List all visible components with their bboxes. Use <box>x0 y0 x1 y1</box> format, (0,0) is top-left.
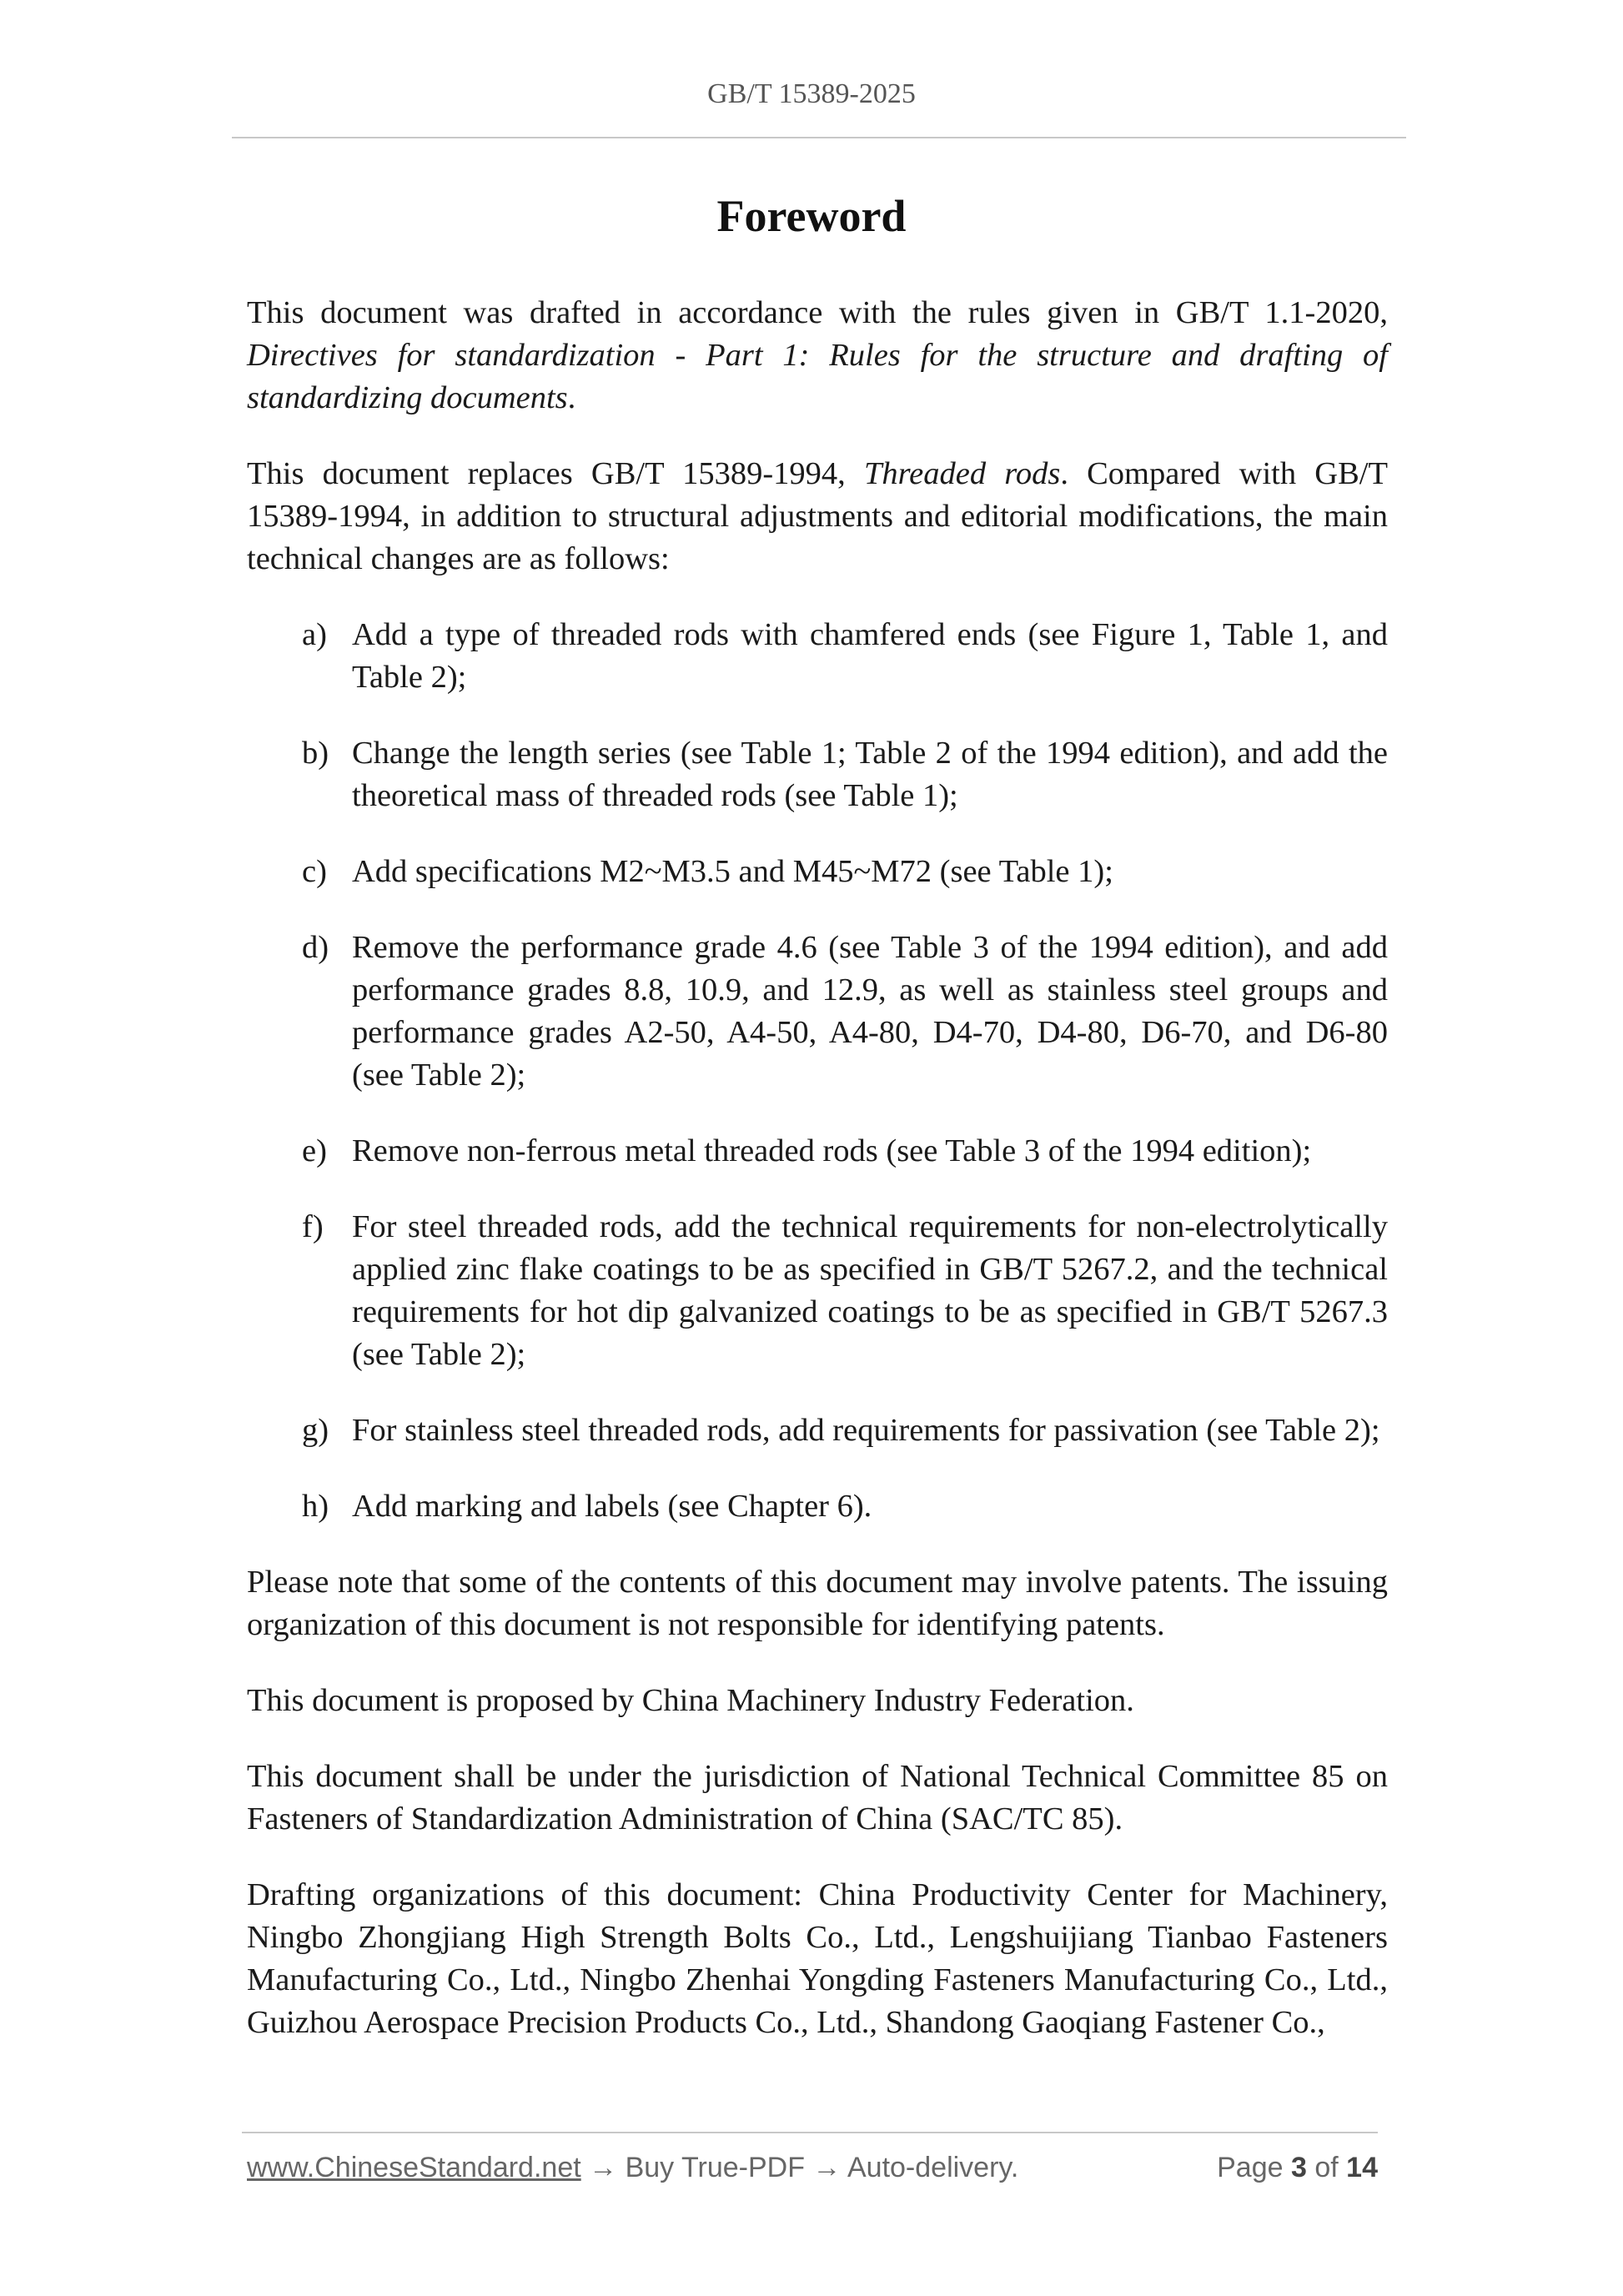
footer-divider <box>242 2132 1378 2133</box>
page-title: Foreword <box>716 191 907 241</box>
list-text: Remove the performance grade 4.6 (see Table 3 of the 1994 edition), and add performance grades 8.8, 10.9, and 12.9, as well as stainless steel groups and performance grades A2-50, A4-50, A4-80, D4-70, D4-80, D6-70, and D6-80 (see Table 2); <box>352 930 1388 1093</box>
p1-italic-title: Directives for standardization - Part 1: Rules for the structure and drafting of standardizing documents <box>247 338 1388 415</box>
list-text: For stainless steel threaded rods, add requirements for passivation (see Table 2); <box>352 1413 1380 1448</box>
list-item <box>247 927 1388 1097</box>
list-text: Add specifications M2~M3.5 and M45~M72 (see Table 1); <box>352 854 1113 889</box>
promo-text: → Buy True-PDF → Auto-delivery. <box>580 2152 1019 2183</box>
paragraph-drafting-rules <box>247 292 1388 420</box>
list-text: Remove non-ferrous metal threaded rods (see Table 3 of the 1994 edition); <box>352 1133 1312 1168</box>
list-text: Add a type of threaded rods with chamfered ends (see Figure 1, Table 1, and Table 2); <box>352 617 1388 695</box>
header-divider <box>232 137 1406 138</box>
paragraph-replaces <box>247 453 1388 580</box>
list-item <box>247 732 1388 817</box>
p2-italic-title: Threaded rods <box>863 456 1061 491</box>
p2-end: . Compared with GB/T 15389-1994, in addition to structural adjustments and editorial modifications, the main technical changes are as follows: <box>247 456 1388 576</box>
paragraph-proposed-by: This document is proposed by China Machinery Industry Federation. <box>247 1683 1134 1718</box>
list-marker: h) <box>302 1489 329 1524</box>
list-marker: d) <box>302 930 329 965</box>
list-marker: e) <box>302 1133 327 1168</box>
list-item <box>247 1130 1388 1173</box>
of-word: of <box>1314 2152 1339 2183</box>
list-marker: a) <box>302 617 327 652</box>
list-marker: f) <box>302 1209 324 1244</box>
paragraph-drafting-organizations: Drafting organizations of this document: China Productivity Center for Machinery, Ningbo Zhongjiang High Strength Bolts Co., Ltd., Lengshuijiang Tianbao Fasteners Manufacturing Co., Ltd., Ningbo Zhenhai Yongding Fasteners Manufacturing Co., Ltd., Guizhou Aerospace Precision Products Co., Ltd., Shandong Gaoqiang Fastener Co., <box>247 1877 1388 2040</box>
list-marker: g) <box>302 1413 329 1448</box>
list-item <box>247 1206 1388 1376</box>
p1-end: . <box>567 380 576 415</box>
running-header: GB/T 15389-2025 <box>707 78 916 109</box>
page-footer <box>247 2152 1378 2193</box>
page-indicator <box>1217 2152 1378 2184</box>
p2-text: This document replaces GB/T 15389-1994, <box>247 456 864 491</box>
list-text: For steel threaded rods, add the technical requirements for non-electrolytically applied zinc flake coatings to be as specified in GB/T 5267.2, and the technical requirements for hot dip galvanized coatings to be as specified in GB/T 5267.3 (see Table 2); <box>352 1209 1388 1372</box>
list-text: Change the length series (see Table 1; Table 2 of the 1994 edition), and add the theoretical mass of threaded rods (see Table 1); <box>352 736 1388 813</box>
paragraph-patents: Please note that some of the contents of this document may involve patents. The issuing organization of this document is not responsible for identifying patents. <box>247 1565 1388 1642</box>
site-link[interactable]: www.ChineseStandard.net <box>247 2152 581 2183</box>
paragraph-jurisdiction: This document shall be under the jurisdiction of National Technical Committee 85 on Fasteners of Standardization Administration of China (SAC/TC 85). <box>247 1759 1388 1836</box>
list-text: Add marking and labels (see Chapter 6). <box>352 1489 872 1524</box>
list-item <box>247 851 1388 893</box>
page-number: 3 <box>1290 2152 1307 2183</box>
list-item <box>247 1409 1388 1452</box>
list-item <box>247 614 1388 699</box>
list-marker: b) <box>302 736 329 771</box>
p1-text: This document was drafted in accordance with the rules given in GB/T 1.1-2020, <box>247 295 1388 330</box>
page-word: Page <box>1217 2152 1284 2183</box>
list-marker: c) <box>302 854 327 889</box>
list-item <box>247 1485 1388 1528</box>
page-total: 14 <box>1346 2152 1378 2183</box>
document-body <box>247 292 1388 2077</box>
technical-changes-list <box>247 614 1388 1528</box>
